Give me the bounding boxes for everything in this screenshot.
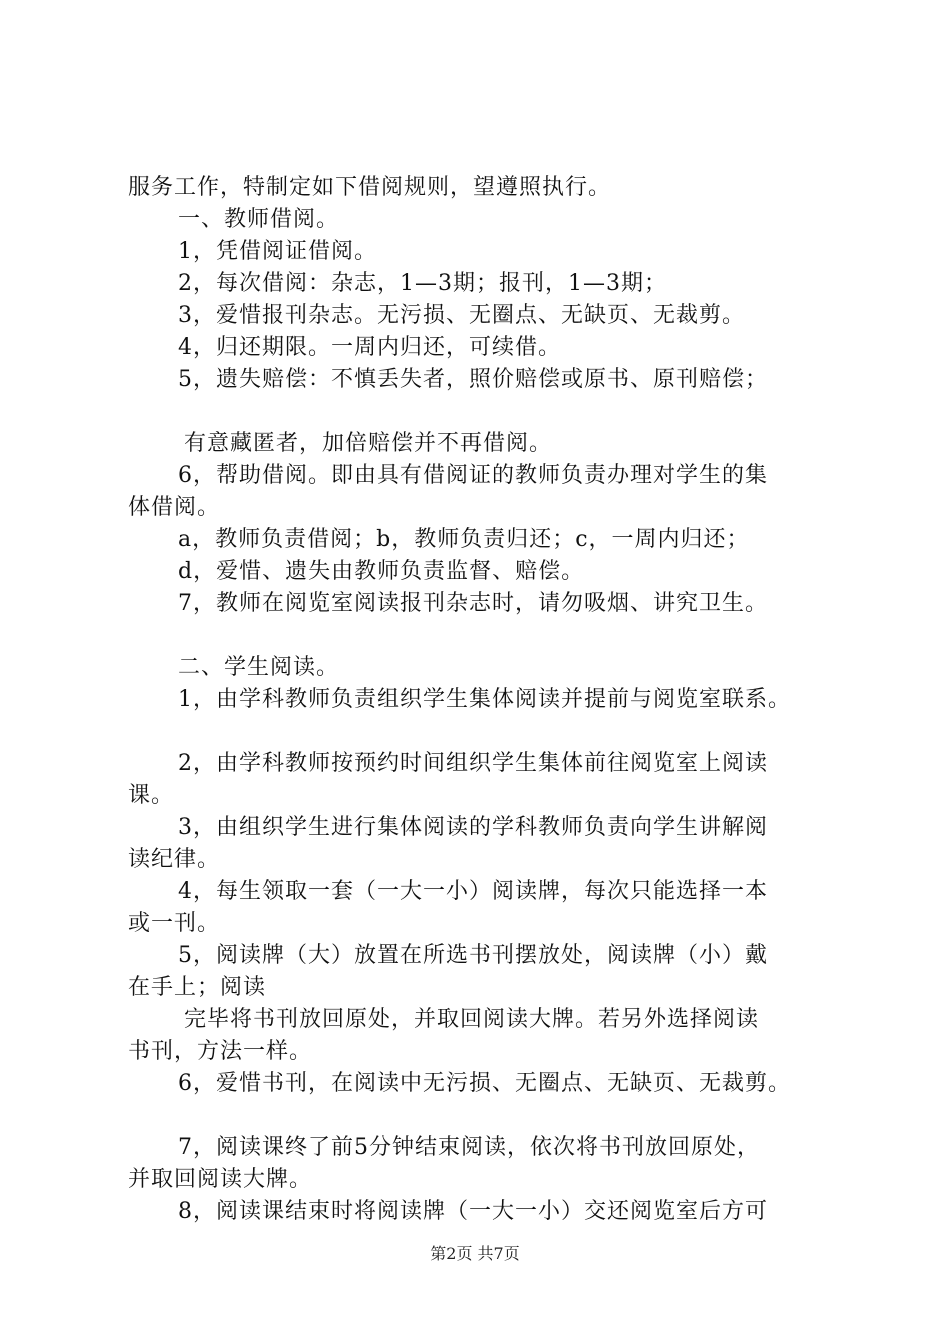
text-line: 8，阅读课结束时将阅读牌（一大一小）交还阅览室后方可	[178, 1199, 768, 1224]
text-line: 读纪律。	[128, 847, 221, 872]
page-footer	[0, 1244, 950, 1264]
text-line: 服务工作，特制定如下借阅规则，望遵照执行。	[128, 175, 612, 200]
text-line: 1，由学科教师负责组织学生集体阅读并提前与阅览室联系。	[178, 687, 791, 712]
text-line: 5，遗失赔偿：不慎丢失者，照价赔偿或原书、原刊赔偿；	[178, 367, 768, 392]
text-line: 7，教师在阅览室阅读报刊杂志时，请勿吸烟、讲究卫生。	[178, 591, 768, 616]
text-line: 5，阅读牌（大）放置在所选书刊摆放处，阅读牌（小）戴	[178, 943, 768, 968]
text-line: d，爱惜、遗失由教师负责监督、赔偿。	[178, 559, 585, 584]
text-line: 4，归还期限。一周内归还，可续借。	[178, 335, 561, 360]
text-line: 4，每生领取一套（一大一小）阅读牌，每次只能选择一本	[178, 879, 768, 904]
blank-line	[128, 396, 848, 428]
text-line: 在手上；阅读	[128, 975, 267, 1000]
blank-line	[128, 716, 848, 748]
section-heading: 一、教师借阅。	[178, 207, 340, 232]
text-line: 或一刊。	[128, 911, 221, 936]
page-number: 第2页 共7页	[430, 1244, 520, 1263]
blank-line	[128, 1100, 848, 1132]
text-line: 6，帮助借阅。即由具有借阅证的教师负责办理对学生的集	[178, 463, 768, 488]
text-line: 课。	[128, 783, 175, 808]
text-line: 书刊，方法一样。	[128, 1039, 313, 1064]
text-line: 并取回阅读大牌。	[128, 1167, 313, 1192]
blank-line	[128, 620, 848, 652]
text-line: 3，由组织学生进行集体阅读的学科教师负责向学生讲解阅	[178, 815, 768, 840]
section-heading: 二、学生阅读。	[178, 655, 340, 680]
text-line: 2，由学科教师按预约时间组织学生集体前往阅览室上阅读	[178, 751, 768, 776]
text-line: 体借阅。	[128, 495, 221, 520]
text-line: 7，阅读课终了前5分钟结束阅读，依次将书刊放回原处，	[178, 1135, 760, 1160]
text-line: 1，凭借阅证借阅。	[178, 239, 377, 264]
document-body	[128, 172, 848, 1228]
text-line: 完毕将书刊放回原处，并取回阅读大牌。若另外选择阅读	[184, 1007, 760, 1032]
text-line: 2，每次借阅：杂志，1—3期；报刊，1—3期；	[178, 271, 667, 296]
text-line: 有意藏匿者，加倍赔偿并不再借阅。	[184, 431, 553, 456]
text-line: a，教师负责借阅；b，教师负责归还；c，一周内归还；	[178, 527, 750, 552]
text-line: 6，爱惜书刊，在阅读中无污损、无圈点、无缺页、无裁剪。	[178, 1071, 791, 1096]
text-line: 3，爱惜报刊杂志。无污损、无圈点、无缺页、无裁剪。	[178, 303, 745, 328]
